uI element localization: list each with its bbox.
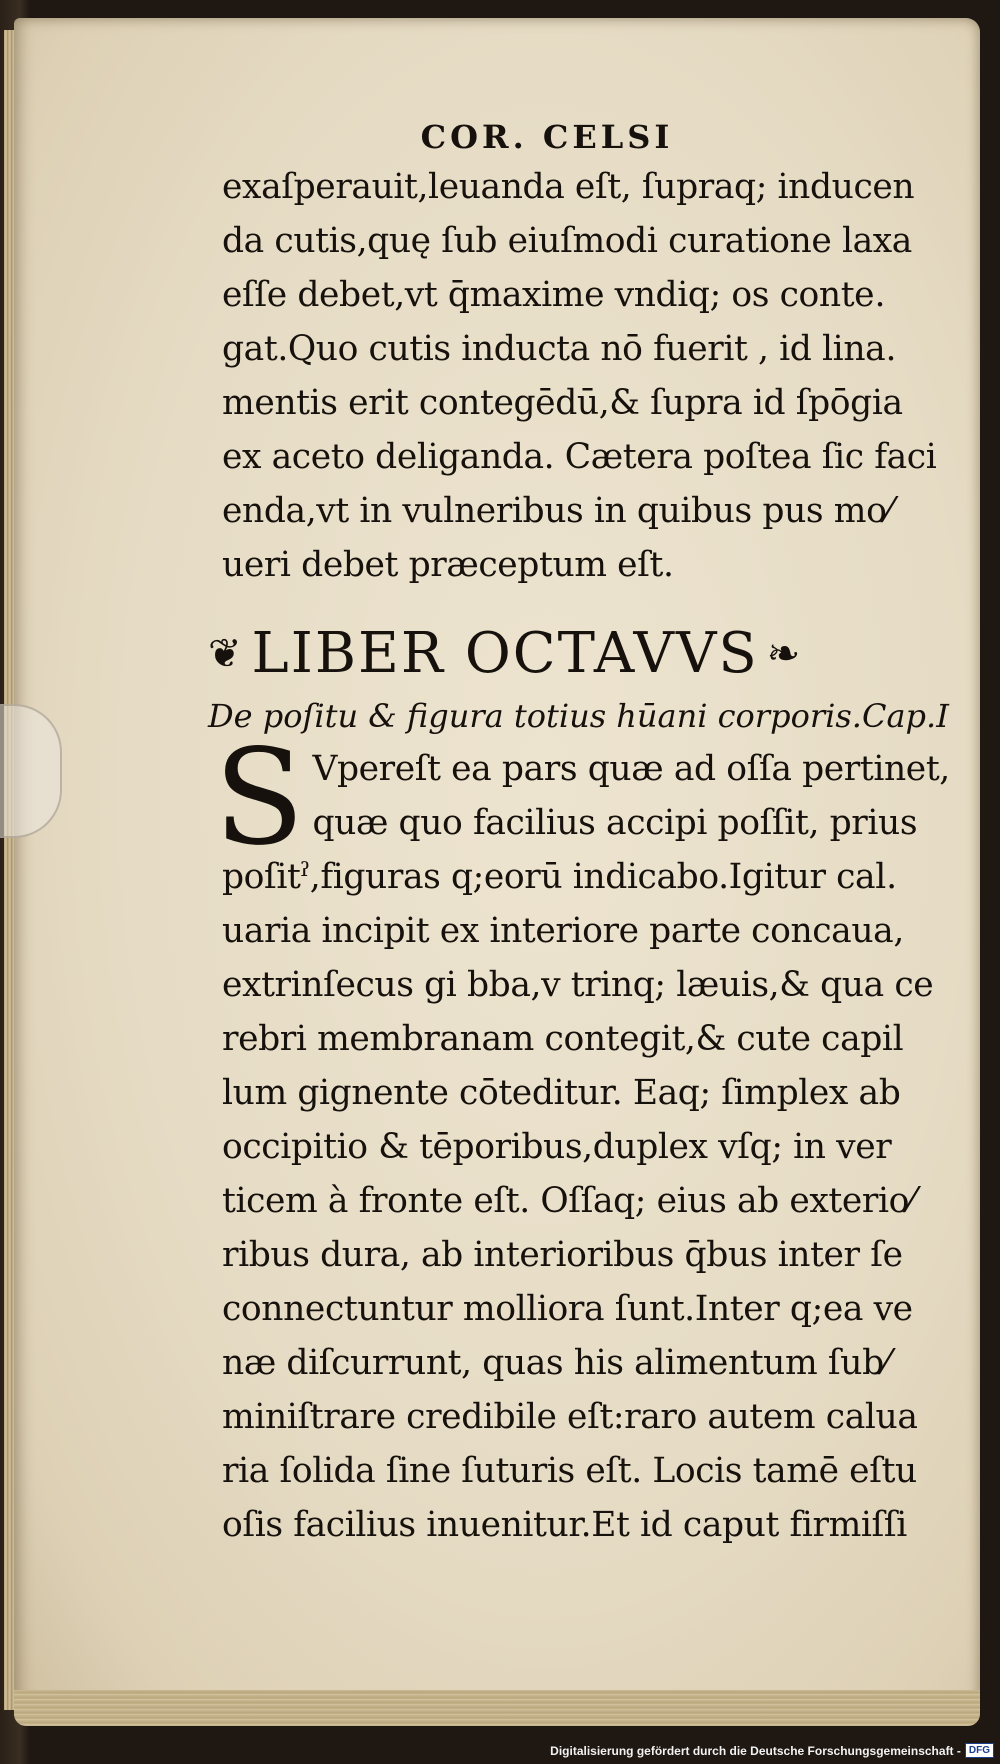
text-line: Vpereſt ea pars quæ ad oſſa pertinet, bbox=[312, 749, 950, 789]
text-line: ex aceto deliganda. Cætera poſtea ſic faci bbox=[222, 437, 937, 477]
text-line: lum gignente cōteditur. Eaq; ſimplex ab bbox=[222, 1073, 901, 1113]
text-line: occipitio & tēporibus,duplex vſq; in ver bbox=[222, 1127, 892, 1167]
drop-cap-initial: S bbox=[214, 721, 305, 875]
text-line: miniſtrare credibile eſt:raro autem calua bbox=[222, 1397, 918, 1437]
drop-cap-lines bbox=[312, 742, 949, 850]
text-line: da cutis,quę ſub eiuſmodi curatione laxa bbox=[222, 221, 912, 261]
text-line: rebri membranam contegit,& cute capil bbox=[222, 1019, 904, 1059]
text-line: uaria incipit ex interiore parte concaua, bbox=[222, 911, 904, 951]
text-line: ticem à fronte eſt. Oſſaq; eius ab exterio⁄ bbox=[222, 1181, 915, 1221]
fleuron-right-icon: ❧ bbox=[766, 631, 803, 677]
text-line: extrinſecus gi bba,v trinq; læuis,& qua ce bbox=[222, 965, 934, 1005]
credit-text: Digitalisierung gefördert durch die Deutsche Forschungsgemeinschaft - bbox=[550, 1743, 961, 1758]
text-line: eſſe debet,vt q̄maxime vndiq; os conte․ bbox=[222, 275, 886, 315]
text-line: enda,vt in vulneribus in quibus pus mo⁄ bbox=[222, 491, 892, 531]
text-line: connectuntur molliora ſunt.Inter q;ea ve bbox=[222, 1289, 913, 1329]
page-stack-edge bbox=[14, 1690, 980, 1726]
text-line: ria ſolida ſine ſuturis eſt. Locis tamē eſtu bbox=[222, 1451, 917, 1491]
drop-cap-paragraph bbox=[214, 721, 952, 875]
show-through-bleed bbox=[50, 1140, 210, 1350]
clip-marker bbox=[0, 704, 62, 838]
text-line: oſis facilius inuenitur.Et id caput firmiſſi bbox=[222, 1505, 907, 1545]
text-line: ribus dura, ab interioribus q̄bus inter ſe bbox=[222, 1235, 903, 1275]
text-line: poſitˀ,figuras q;eorū indicabo.Igitur cal․ bbox=[222, 857, 897, 897]
text-lines-before bbox=[222, 160, 952, 592]
fleuron-left-icon: ❦ bbox=[208, 631, 244, 677]
text-line: gat.Quo cutis inducta nō fuerit , id lina․ bbox=[222, 329, 897, 369]
chapter-title: De poſitu & figura totius hūani corporis.Cap.I bbox=[208, 697, 949, 735]
text-block bbox=[208, 118, 952, 1552]
book-heading bbox=[208, 618, 952, 690]
running-head: COR. CELSI bbox=[420, 118, 674, 156]
text-lines-after bbox=[222, 850, 952, 1552]
text-line: mentis erit contegēdū,& ſupra id ſpōgia bbox=[222, 383, 903, 423]
digitization-credit bbox=[550, 1743, 994, 1758]
text-line: exaſperauit,leuanda eſt, ſupraq; inducen bbox=[222, 167, 915, 207]
text-line: ueri debet præceptum eſt. bbox=[222, 545, 674, 585]
book-heading-text: LIBER OCTAVVS bbox=[251, 621, 759, 686]
dfg-logo: DFG bbox=[965, 1743, 994, 1758]
text-line: quæ quo facilius accipi poſſit, prius bbox=[312, 803, 918, 843]
text-line: næ diſcurrunt, quas his alimentum ſub⁄ bbox=[222, 1343, 890, 1383]
